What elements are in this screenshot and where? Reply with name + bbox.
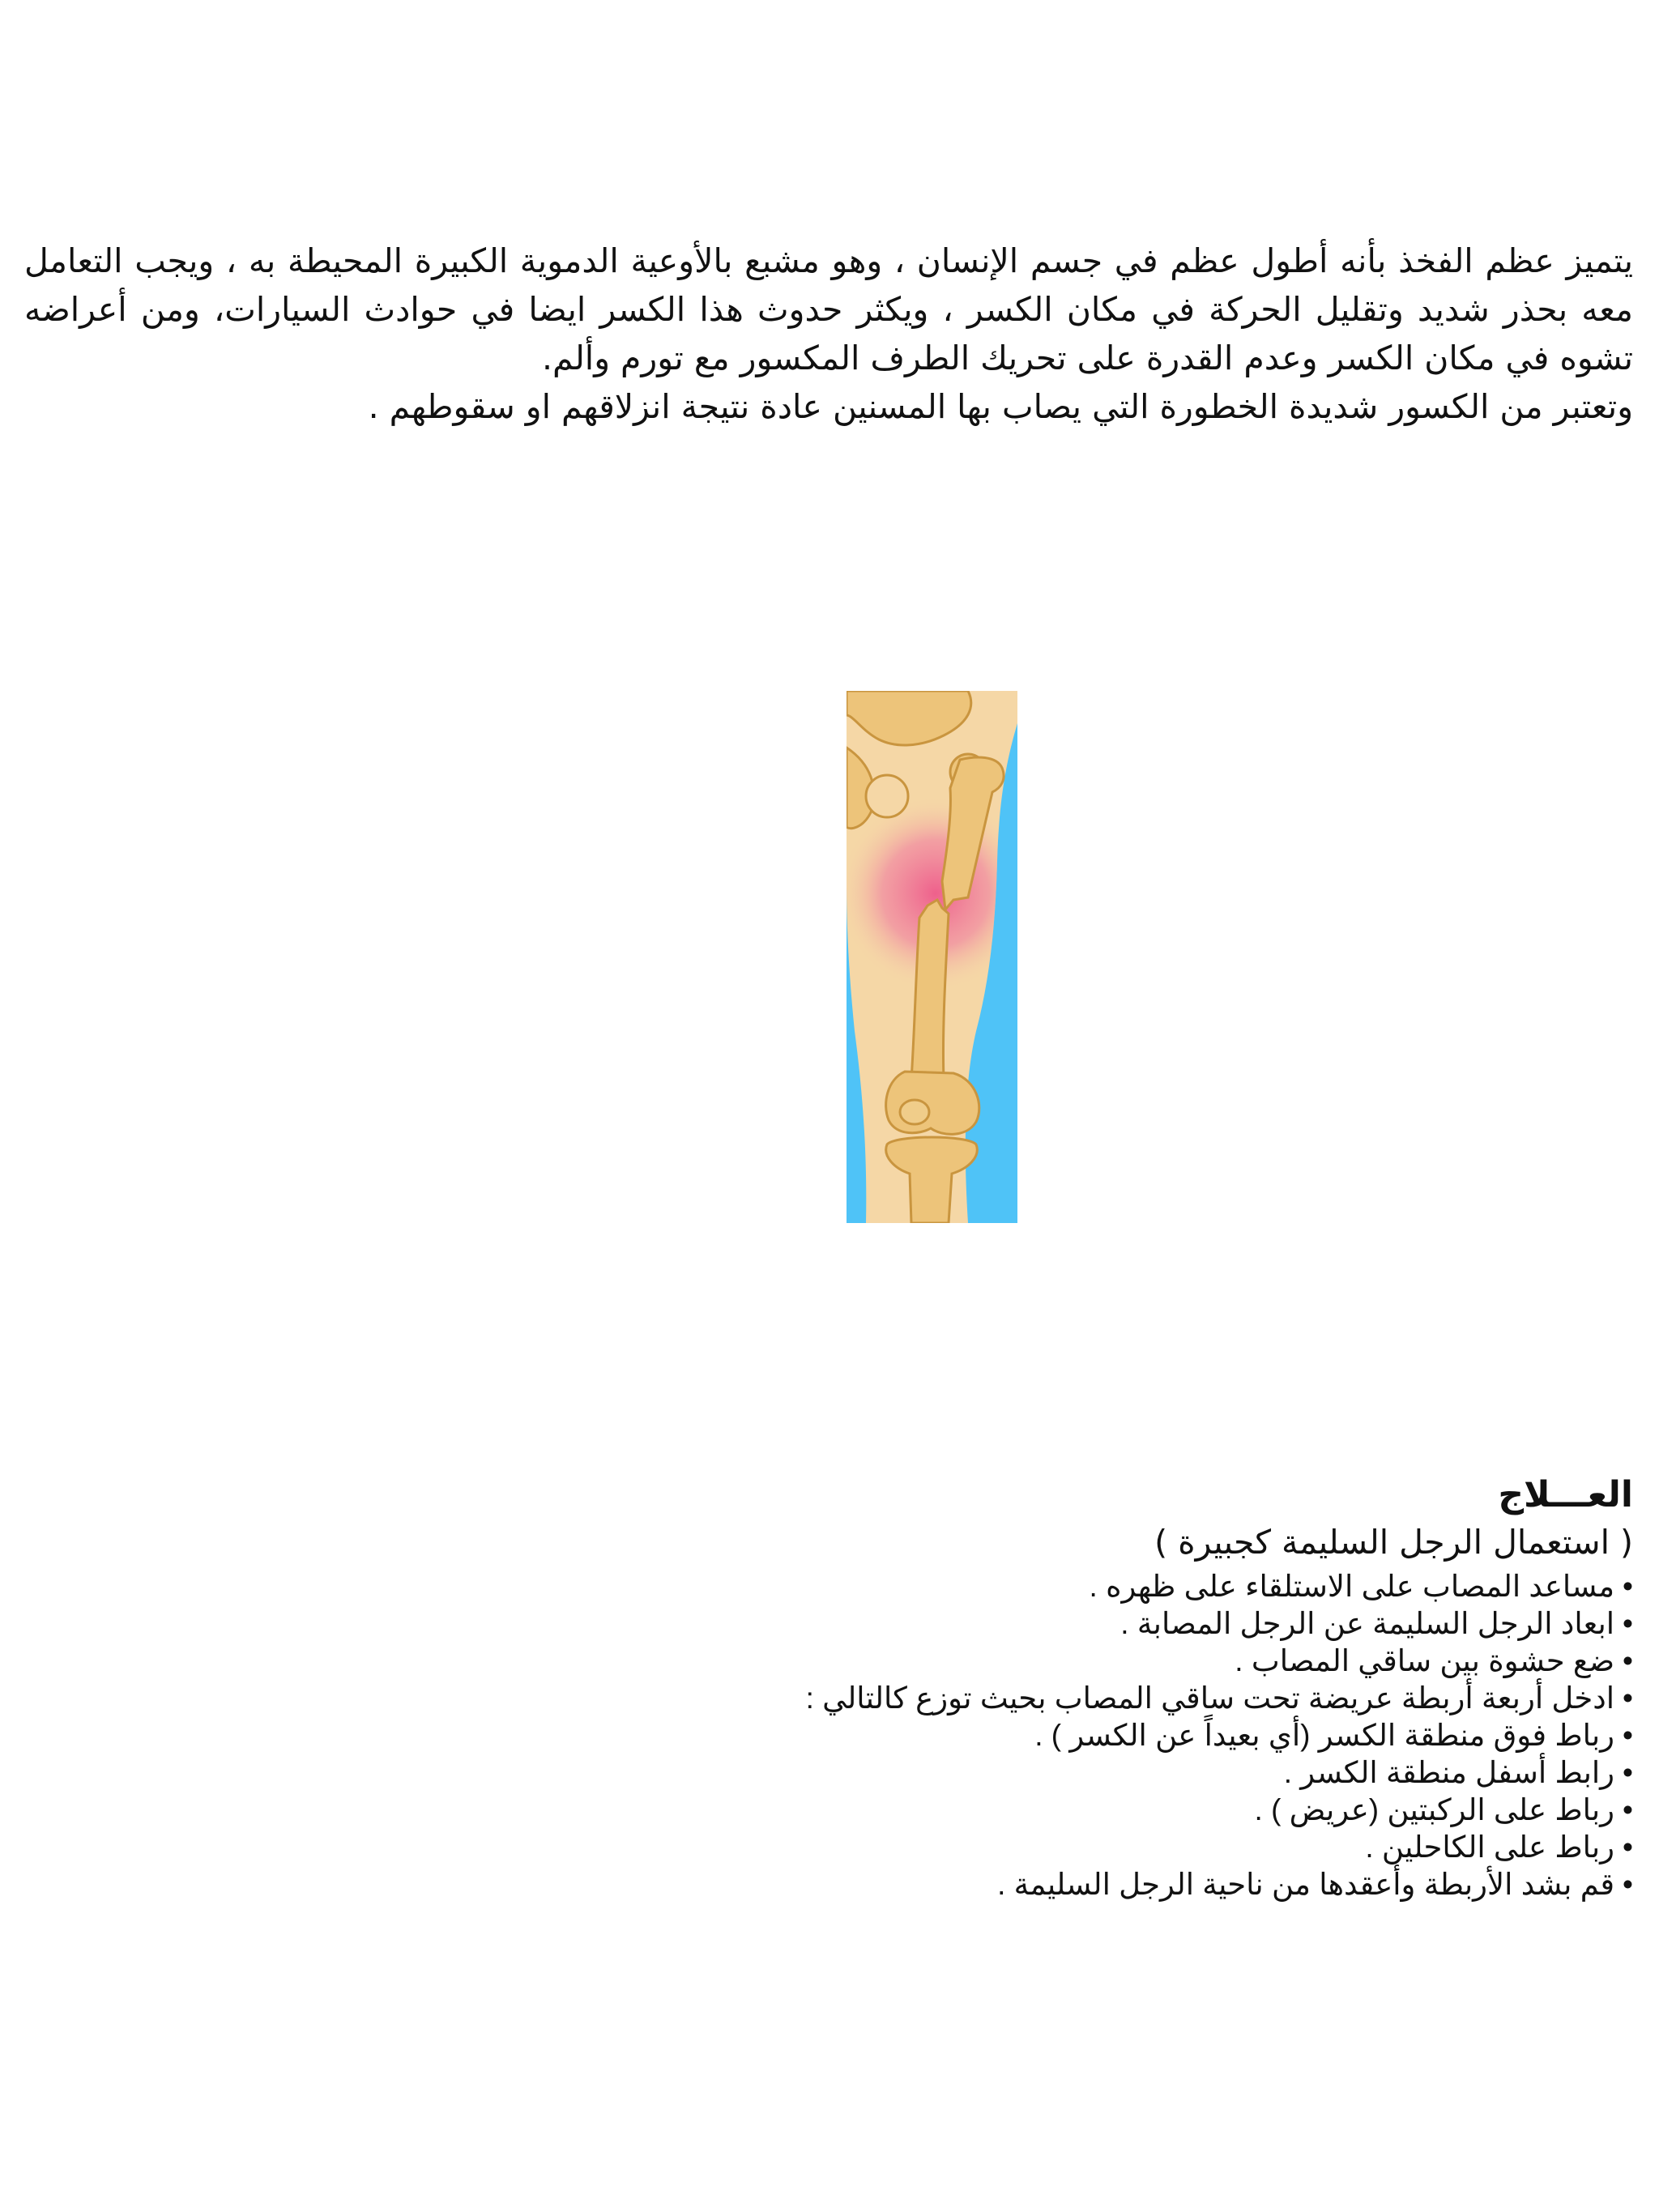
- bullet-icon: •: [1623, 1570, 1633, 1603]
- bullet-icon: •: [1623, 1719, 1633, 1752]
- treatment-section: [175, 1471, 1633, 1903]
- treatment-steps-list: [175, 1568, 1633, 1903]
- bullet-icon: •: [1623, 1756, 1633, 1789]
- treatment-subheading: ( استعمال الرجل السليمة كجبيرة ): [1154, 1523, 1633, 1562]
- bullet-icon: •: [1623, 1868, 1633, 1901]
- kneecap: [900, 1100, 929, 1124]
- intro-paragraph-1: يتميز عظم الفخذ بأنه أطول عظم في جسم الإنسان ، وهو مشبع بالأوعية الدموية الكبيرة المحيطة به ، ويجب التعامل معه بحذر شديد وتقليل الحركة في مكان الكسر ، ويكثر حدوث هذا الكسر ايضا في حوادث السيارات، ومن أعراضه تشوه في مكان الكسر وعدم القدرة على تحريك الطرف المكسور مع تورم وألم.: [24, 241, 1633, 377]
- step-text: رباط على الكاحلين .: [1365, 1831, 1615, 1864]
- intro-text: [24, 237, 1633, 431]
- list-item: [175, 1866, 1633, 1903]
- knee-condyles: [886, 1072, 979, 1134]
- list-item: [175, 1568, 1633, 1605]
- femur-fracture-icon: [847, 691, 1017, 1223]
- step-text: رباط فوق منطقة الكسر (أي بعيداً عن الكسر ) .: [1034, 1719, 1615, 1752]
- list-item: [175, 1829, 1633, 1866]
- step-text: قم بشد الأربطة وأعقدها من ناحية الرجل السليمة .: [997, 1868, 1615, 1901]
- step-text: مساعد المصاب على الاستلقاء على ظهره .: [1089, 1570, 1615, 1603]
- list-item: [175, 1792, 1633, 1829]
- list-item: [175, 1643, 1633, 1680]
- bullet-icon: •: [1623, 1644, 1633, 1677]
- bullet-icon: •: [1623, 1831, 1633, 1864]
- step-text: ابعاد الرجل السليمة عن الرجل المصابة .: [1120, 1607, 1615, 1640]
- list-item: [175, 1680, 1633, 1717]
- bullet-icon: •: [1623, 1607, 1633, 1640]
- step-text: ادخل أربعة أربطة عريضة تحت ساقي المصاب بحيث توزع كالتالي :: [805, 1681, 1615, 1715]
- step-text: ضع حشوة بين ساقي المصاب .: [1235, 1644, 1615, 1677]
- list-item: [175, 1754, 1633, 1792]
- treatment-heading: العـــلاج: [1498, 1474, 1633, 1515]
- list-item: [175, 1717, 1633, 1754]
- step-text: رابط أسفل منطقة الكسر .: [1283, 1756, 1615, 1789]
- step-text: رباط على الركبتين (عريض ) .: [1254, 1793, 1615, 1826]
- bullet-icon: •: [1623, 1681, 1633, 1715]
- pelvis-opening: [866, 775, 908, 817]
- bullet-icon: •: [1623, 1793, 1633, 1826]
- intro-paragraph-2: وتعتبر من الكسور شديدة الخطورة التي يصاب بها المسنين عادة نتيجة انزلاقهم او سقوطهم .: [368, 387, 1633, 426]
- list-item: [175, 1605, 1633, 1643]
- fractured-femur-illustration: [847, 691, 1017, 1223]
